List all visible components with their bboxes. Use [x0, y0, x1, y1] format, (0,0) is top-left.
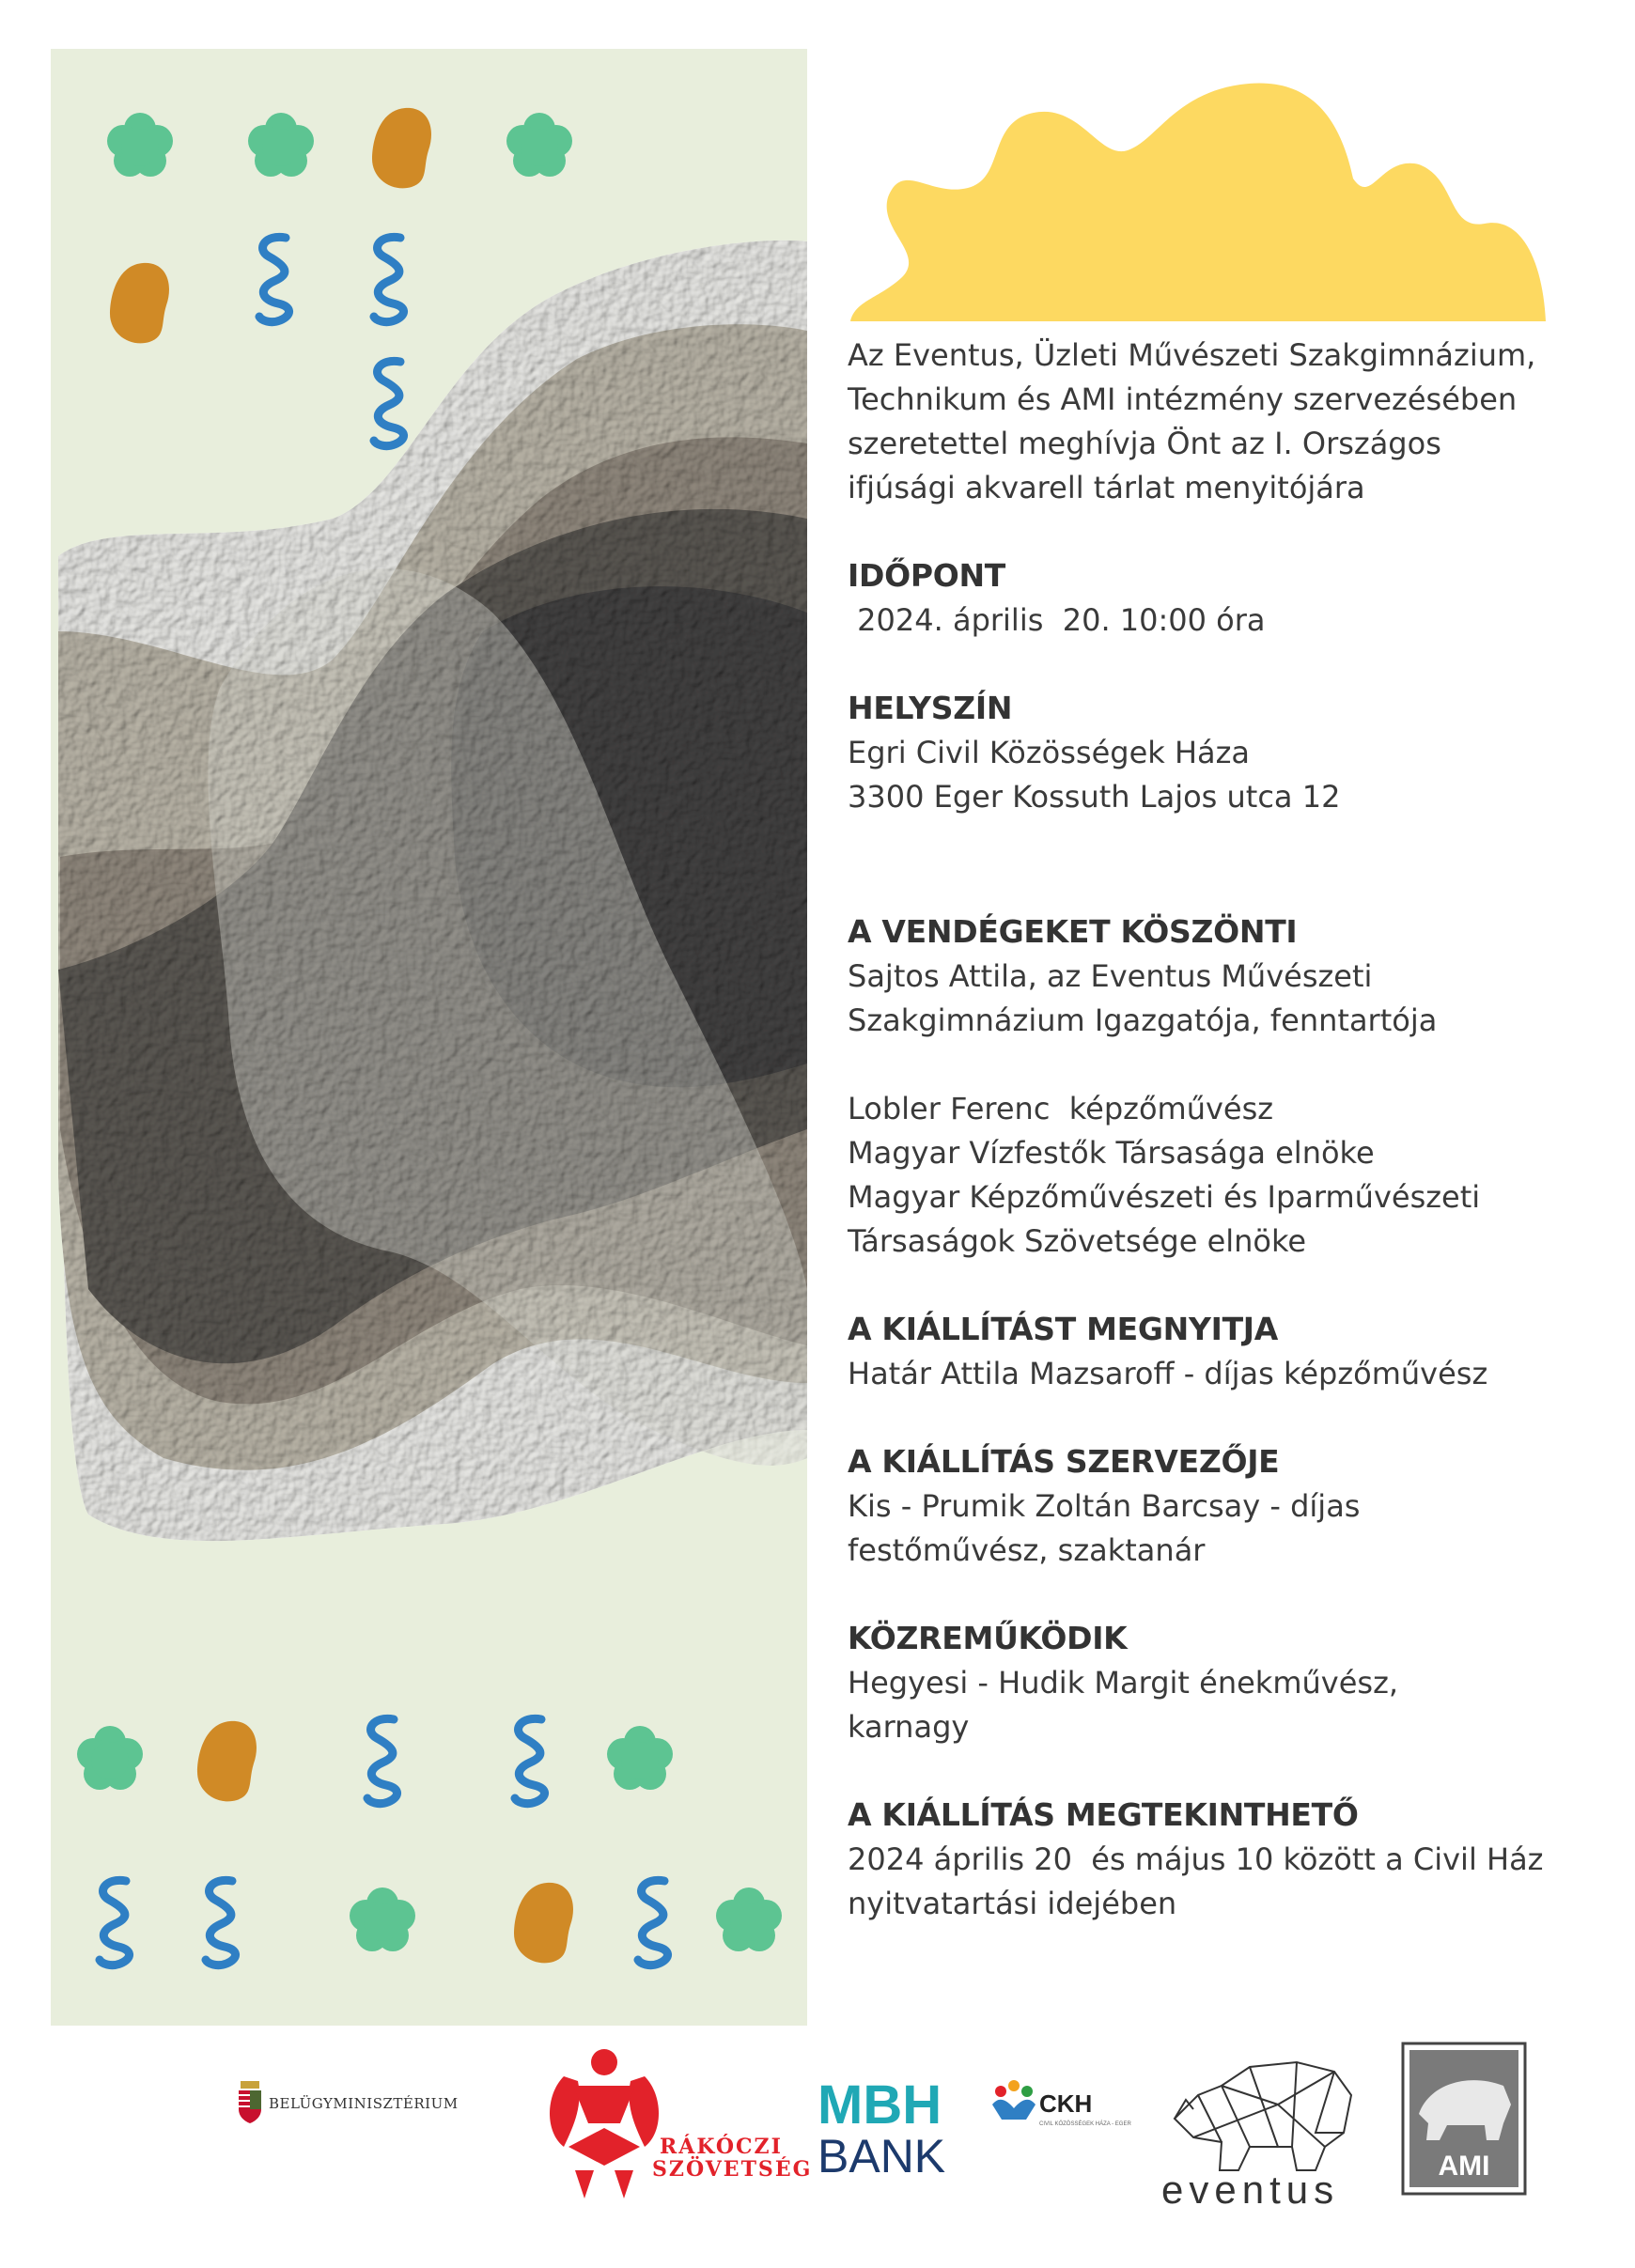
viewing-line: 2024 április 20 és május 10 között a Civil Ház — [848, 1841, 1544, 1877]
viewing-section — [848, 1793, 1618, 1926]
rakoczi-emblem-icon — [550, 2049, 659, 2198]
ami-name: AMI — [1438, 2151, 1490, 2182]
location-section — [848, 686, 1618, 819]
greeting-heading: A VENDÉGEKET KÖSZÖNTI — [848, 913, 1298, 950]
organizer-section — [848, 1439, 1618, 1573]
organizer-line: Kis - Prumik Zoltán Barcsay - díjas — [848, 1488, 1361, 1524]
greeting-section — [848, 909, 1618, 1264]
intro-line: ifjúsági akvarell tárlat menyitójára — [848, 470, 1365, 505]
time-value: 2024. április 20. 10:00 óra — [848, 602, 1266, 638]
ministry-logo — [239, 2081, 459, 2123]
mbh-bank-logo — [818, 2074, 945, 2183]
sun-icon — [846, 75, 1550, 329]
greeting-line: Magyar Képzőművészeti és Iparművészeti — [848, 1179, 1481, 1215]
intro-line: Technikum és AMI intézmény szervezésében — [848, 381, 1518, 417]
performer-line: karnagy — [848, 1709, 970, 1745]
mbh-name: MBH — [818, 2074, 942, 2136]
location-heading: HELYSZÍN — [848, 690, 1013, 726]
opener-heading: A KIÁLLÍTÁST MEGNYITJA — [848, 1311, 1278, 1347]
rakoczi-name: RÁKÓCZI — [660, 2135, 783, 2159]
greeting-line: Sajtos Attila, az Eventus Művészeti — [848, 958, 1373, 994]
greeting-line: Társaságok Szövetsége elnöke — [848, 1223, 1307, 1259]
ckh-name: CKH — [1039, 2089, 1093, 2118]
organizer-line: festőművész, szaktanár — [848, 1532, 1206, 1568]
performer-line: Hegyesi - Hudik Margit énekművész, — [848, 1665, 1399, 1701]
hungary-coat-of-arms-icon — [239, 2081, 261, 2123]
bank-name: BANK — [818, 2130, 946, 2183]
greeting-line: Lobler Ferenc képzőművész — [848, 1091, 1274, 1126]
ckh-people-icon — [992, 2080, 1036, 2120]
rhino-icon — [1175, 2062, 1351, 2170]
viewing-heading: A KIÁLLÍTÁS MEGTEKINTHETŐ — [848, 1796, 1359, 1833]
viewing-line: nyitvatartási idejében — [848, 1886, 1177, 1921]
eventus-logo — [1161, 2062, 1351, 2212]
intro-paragraph — [848, 334, 1618, 510]
greeting-line: Magyar Vízfestők Társasága elnöke — [848, 1135, 1375, 1171]
intro-line: szeretettel meghívja Önt az I. Országos — [848, 426, 1441, 461]
ministry-name: BELÜGYMINISZTÉRIUM — [269, 2095, 459, 2112]
time-section — [848, 553, 1618, 643]
invitation-text — [848, 334, 1618, 1926]
location-line: 3300 Eger Kossuth Lajos utca 12 — [848, 779, 1341, 815]
organizer-heading: A KIÁLLÍTÁS SZERVEZŐJE — [848, 1443, 1280, 1480]
ckh-subtitle: CIVIL KÖZÖSSÉGEK HÁZA - EGER — [1039, 2121, 1131, 2127]
performer-section — [848, 1616, 1618, 1749]
opener-section — [848, 1307, 1618, 1396]
ami-logo — [1403, 2043, 1525, 2194]
opener-line: Határ Attila Mazsaroff - díjas képzőművész — [848, 1356, 1488, 1391]
intro-line: Az Eventus, Üzleti Művészeti Szakgimnázium, — [848, 337, 1536, 373]
performer-heading: KÖZREMŰKÖDIK — [848, 1620, 1128, 1656]
time-heading: IDŐPONT — [848, 557, 1005, 594]
greeting-line: Szakgimnázium Igazgatója, fenntartója — [848, 1002, 1438, 1038]
rakoczi-logo — [550, 2049, 812, 2198]
location-line: Egri Civil Közösségek Háza — [848, 735, 1251, 770]
eventus-name: eventus — [1161, 2167, 1340, 2212]
ckh-logo — [992, 2080, 1131, 2127]
artwork-panel — [51, 49, 807, 2026]
rakoczi-name: SZÖVETSÉG — [652, 2157, 813, 2182]
sponsor-logos — [0, 2029, 1635, 2268]
